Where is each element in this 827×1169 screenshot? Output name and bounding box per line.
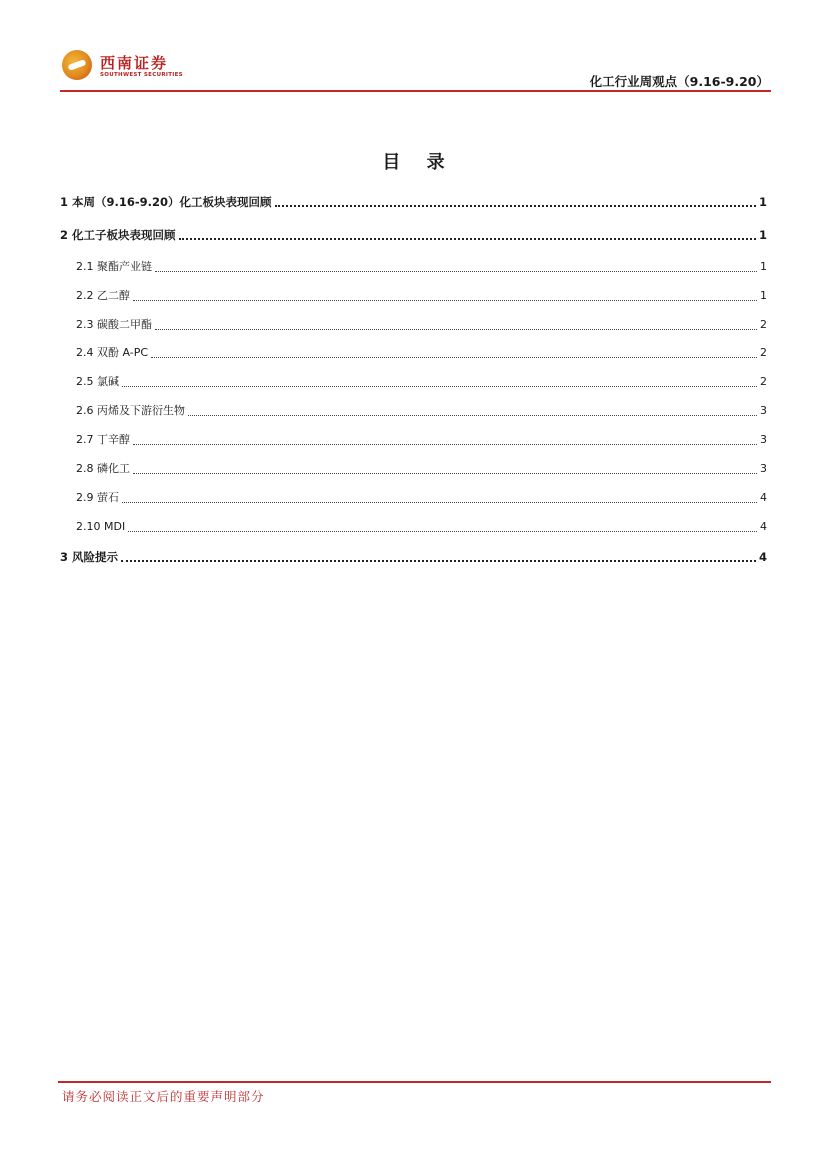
toc-dot-leader bbox=[121, 559, 756, 562]
toc-entry-page: 4 bbox=[758, 550, 767, 564]
toc-dot-leader bbox=[188, 414, 757, 416]
toc-dot-leader bbox=[122, 501, 757, 503]
toc-dot-leader bbox=[128, 530, 757, 532]
header-divider bbox=[60, 90, 771, 92]
toc-dot-leader bbox=[133, 472, 757, 474]
logo-emblem-icon bbox=[62, 50, 92, 80]
toc-entry-page: 1 bbox=[760, 260, 767, 273]
toc-entry[interactable] bbox=[60, 225, 767, 245]
toc-entry-label: 2.4 双酚 A-PC bbox=[76, 346, 149, 359]
logo-chinese-name: 西南证券 bbox=[100, 54, 169, 72]
toc-entry-page: 1 bbox=[760, 289, 767, 302]
toc-dot-leader bbox=[275, 204, 756, 207]
toc-dot-leader bbox=[155, 270, 757, 272]
toc-dot-leader bbox=[179, 237, 756, 240]
southwest-securities-logo bbox=[62, 48, 182, 84]
toc-entry[interactable] bbox=[60, 343, 767, 363]
toc-entry-page: 3 bbox=[760, 462, 767, 475]
disclaimer-notice: 请务必阅读正文后的重要声明部分 bbox=[62, 1089, 265, 1104]
toc-entry[interactable] bbox=[60, 315, 767, 335]
toc-entry-page: 3 bbox=[760, 433, 767, 446]
toc-entry[interactable] bbox=[60, 257, 767, 277]
toc-entry-page: 1 bbox=[758, 195, 767, 209]
toc-entry[interactable] bbox=[60, 517, 767, 537]
toc-entry-label: 2.7 丁辛醇 bbox=[76, 433, 130, 446]
toc-entry-page: 1 bbox=[758, 228, 767, 242]
toc-entry[interactable] bbox=[60, 430, 767, 450]
toc-entry[interactable] bbox=[60, 401, 767, 421]
toc-entry-label: 2.8 磷化工 bbox=[76, 462, 130, 475]
toc-entry-label: 2.3 碳酸二甲酯 bbox=[76, 318, 152, 331]
toc-dot-leader bbox=[122, 385, 757, 387]
toc-entry-page: 4 bbox=[760, 491, 767, 504]
toc-entry-label: 1 本周（9.16-9.20）化工板块表现回顾 bbox=[60, 195, 272, 209]
toc-entry-label: 2.9 萤石 bbox=[76, 491, 119, 504]
toc-entry-page: 4 bbox=[760, 520, 767, 533]
toc-entry[interactable] bbox=[60, 547, 767, 567]
toc-entry[interactable] bbox=[60, 488, 767, 508]
toc-entry-page: 2 bbox=[760, 318, 767, 331]
toc-dot-leader bbox=[133, 443, 757, 445]
toc-entry-page: 2 bbox=[760, 346, 767, 359]
toc-dot-leader bbox=[133, 299, 757, 301]
toc-heading: 目 录 bbox=[382, 152, 455, 173]
toc-dot-leader bbox=[151, 356, 757, 358]
toc-entry[interactable] bbox=[60, 286, 767, 306]
logo-english-name: SOUTHWEST SECURITIES bbox=[100, 72, 183, 78]
toc-entry-label: 2.2 乙二醇 bbox=[76, 289, 130, 302]
page-header bbox=[60, 48, 771, 92]
toc-entry-label: 3 风险提示 bbox=[60, 550, 119, 564]
toc-entry-page: 3 bbox=[760, 404, 767, 417]
toc-entry[interactable] bbox=[60, 459, 767, 479]
toc-entry-page: 2 bbox=[760, 375, 767, 388]
report-title: 化工行业周观点（9.16-9.20） bbox=[589, 74, 769, 89]
toc-entry[interactable] bbox=[60, 372, 767, 392]
toc-entry[interactable] bbox=[60, 192, 767, 212]
toc-dot-leader bbox=[155, 328, 757, 330]
toc-entry-label: 2.5 氯碱 bbox=[76, 375, 119, 388]
toc-entry-label: 2.6 丙烯及下游衍生物 bbox=[76, 404, 185, 417]
footer-divider bbox=[58, 1081, 771, 1083]
toc-entry-label: 2.10 MDI bbox=[76, 520, 126, 533]
toc-entry-label: 2 化工子板块表现回顾 bbox=[60, 228, 176, 242]
toc-entry-label: 2.1 聚酯产业链 bbox=[76, 260, 152, 273]
